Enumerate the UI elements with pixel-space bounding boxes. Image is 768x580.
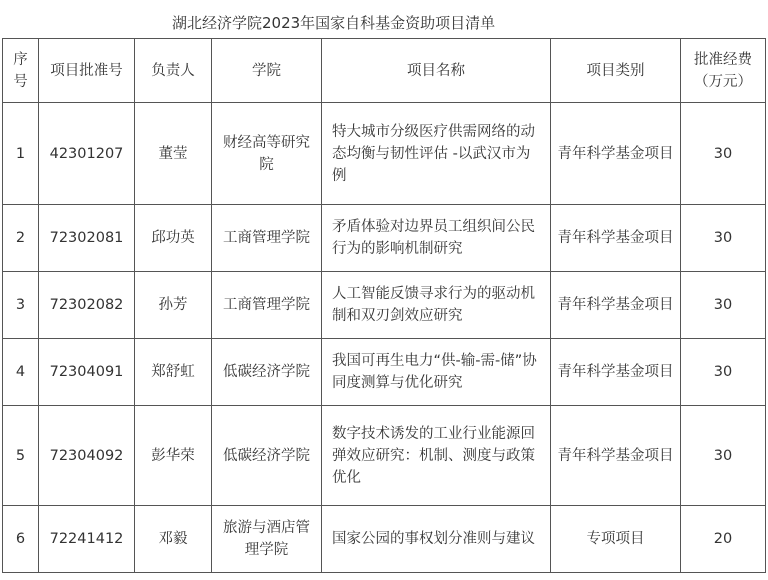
cell-no: 6 (3, 506, 39, 573)
cell-no: 1 (3, 103, 39, 205)
cell-category: 青年科学基金项目 (551, 103, 681, 205)
cell-project-name: 特大城市分级医疗供需网络的动态均衡与韧性评估 -以武汉市为例 (322, 103, 551, 205)
funding-table (2, 38, 766, 573)
cell-category: 青年科学基金项目 (551, 406, 681, 506)
table-row (3, 272, 766, 339)
cell-code: 72304092 (39, 406, 135, 506)
cell-category: 青年科学基金项目 (551, 205, 681, 272)
header-code: 项目批准号 (39, 39, 135, 103)
cell-person: 郑舒虹 (135, 339, 212, 406)
cell-category: 青年科学基金项目 (551, 339, 681, 406)
cell-code: 72302082 (39, 272, 135, 339)
table-row (3, 339, 766, 406)
cell-funding: 30 (681, 406, 766, 506)
header-category: 项目类别 (551, 39, 681, 103)
cell-person: 邓毅 (135, 506, 212, 573)
cell-project-name: 国家公园的事权划分准则与建议 (322, 506, 551, 573)
cell-no: 5 (3, 406, 39, 506)
cell-funding: 30 (681, 103, 766, 205)
page-title: 湖北经济学院2023年国家自科基金资助项目清单 (172, 14, 496, 32)
cell-college: 财经高等研究院 (212, 103, 322, 205)
table-row (3, 103, 766, 205)
header-name: 项目名称 (322, 39, 551, 103)
cell-no: 2 (3, 205, 39, 272)
table-row (3, 506, 766, 573)
cell-category: 专项项目 (551, 506, 681, 573)
cell-code: 42301207 (39, 103, 135, 205)
cell-college: 旅游与酒店管理学院 (212, 506, 322, 573)
cell-category: 青年科学基金项目 (551, 272, 681, 339)
header-college: 学院 (212, 39, 322, 103)
cell-funding: 20 (681, 506, 766, 573)
table-header-row (3, 39, 766, 103)
cell-project-name: 矛盾体验对边界员工组织间公民行为的影响机制研究 (322, 205, 551, 272)
table-row (3, 406, 766, 506)
cell-person: 董莹 (135, 103, 212, 205)
cell-code: 72304091 (39, 339, 135, 406)
cell-college: 低碳经济学院 (212, 339, 322, 406)
cell-no: 3 (3, 272, 39, 339)
cell-person: 孙芳 (135, 272, 212, 339)
header-no: 序号 (3, 39, 39, 103)
table-row (3, 205, 766, 272)
cell-college: 工商管理学院 (212, 272, 322, 339)
cell-person: 彭华荣 (135, 406, 212, 506)
header-person: 负责人 (135, 39, 212, 103)
header-funding: 批准经费（万元） (681, 39, 766, 103)
cell-project-name: 人工智能反馈寻求行为的驱动机制和双刃剑效应研究 (322, 272, 551, 339)
cell-college: 工商管理学院 (212, 205, 322, 272)
cell-no: 4 (3, 339, 39, 406)
cell-project-name: 数字技术诱发的工业行业能源回弹效应研究：机制、测度与政策优化 (322, 406, 551, 506)
cell-code: 72241412 (39, 506, 135, 573)
cell-code: 72302081 (39, 205, 135, 272)
cell-funding: 30 (681, 339, 766, 406)
cell-college: 低碳经济学院 (212, 406, 322, 506)
cell-project-name: 我国可再生电力“供-输-需-储”协同度测算与优化研究 (322, 339, 551, 406)
cell-funding: 30 (681, 205, 766, 272)
cell-person: 邱功英 (135, 205, 212, 272)
cell-funding: 30 (681, 272, 766, 339)
